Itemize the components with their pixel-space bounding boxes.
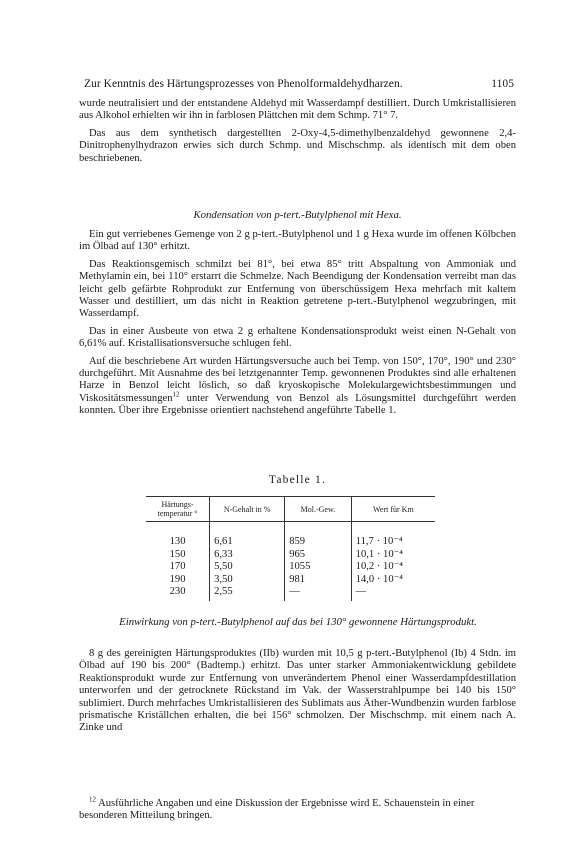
data-table — [146, 496, 435, 601]
table-row — [146, 574, 435, 587]
table-cell: 965 — [285, 549, 351, 562]
table-cell: 2,55 — [210, 586, 285, 601]
column-header: N-Gehalt in % — [210, 497, 285, 522]
table-header-row — [146, 497, 435, 522]
table-cell: — — [351, 586, 435, 601]
table-row — [146, 522, 435, 549]
table-cell: 1055 — [285, 561, 351, 574]
table-cell: 6,61 — [210, 522, 285, 549]
table-cell: 10,2 · 10⁻⁴ — [351, 561, 435, 574]
table-cell: 981 — [285, 574, 351, 587]
table-row — [146, 586, 435, 601]
page-number: 1105 — [491, 78, 514, 90]
text-block-3 — [79, 648, 516, 740]
table-cell: 170 — [169, 561, 186, 572]
table-title: Tabelle 1. — [268, 474, 327, 486]
text-block-2 — [79, 229, 516, 423]
table-cell: 230 — [169, 586, 186, 597]
column-header: Mol.-Gew. — [285, 497, 351, 522]
table-cell: 5,50 — [210, 561, 285, 574]
paragraph: Das in einer Ausbeute von etwa 2 g erhaltene Kondensationsprodukt weist einen N-Gehalt von 6,61% auf. Kristallisationsversuche schlugen fehl. — [79, 325, 516, 350]
footnote-reference: 12 — [172, 390, 180, 399]
section-heading-kondensation: Kondensation von p-tert.-Butylphenol mit Hexa. — [193, 209, 402, 221]
footnote — [79, 795, 516, 823]
paragraph: Das aus dem synthetisch dargestellten 2-Oxy-4,5-dimethylbenzaldehyd gewonnene 2,4-Dinitrophenylhydrazon erwies sich durch Schmp. und Mischschmp. als identisch mit dem oben beschriebenen. — [79, 127, 516, 164]
paragraph — [79, 356, 516, 418]
table-cell: 3,50 — [210, 574, 285, 587]
section-heading-einwirkung: Einwirkung von p-tert.-Butylphenol auf das bei 130° gewonnene Härtungsprodukt. — [119, 616, 477, 628]
paragraph-text: Auf die beschriebene Art wurden Härtungsversuche auch bei Temp. von 150°, 170°, 190° und 230° durchgeführt. Mit Ausnahme des bei letztgenannter Temp. gewonnenen Produktes sind alle erhaltenen Harze in Benzol leicht löslich, so daß kryoskopische Molekulargewichtsbestimmungen und Viskositätsmessungen — [79, 355, 516, 404]
table-cell: 130 — [169, 536, 186, 547]
paragraph: 8 g des gereinigten Härtungsproduktes (IIb) wurden mit 10,5 g p-tert.-Butylphenol (Ib) 4 Stdn. im Ölbad auf 190 bis 200° (Badtemp.) erhitzt. Das unter starker Ammoniakentwicklung gebildete Reaktionsprodukt wurde zur Entfernung von unverändertem Phenol einer Wasserdampfdestillation unterworfen und der getrocknete Rückstand im Vak. der Wasserstrahlpumpe bei 140 bis 150° sublimiert. Durch mehrfaches Umkristallisieren des Sublimats aus Äther-Wundbenzin wurden farblose prismatische Kriställchen erhalten, die bei 156° schmolzen. Der Mischschmp. mit einem nach A. Zinke und — [79, 648, 516, 734]
table-cell: 11,7 · 10⁻⁴ — [351, 522, 435, 549]
table-cell: 14,0 · 10⁻⁴ — [351, 574, 435, 587]
table-cell: — — [285, 586, 351, 601]
table-row — [146, 549, 435, 562]
text-block-1 — [79, 98, 516, 170]
table-row — [146, 561, 435, 574]
running-header — [84, 78, 514, 90]
table-cell: 190 — [169, 573, 186, 585]
footnote-mark: 12 — [89, 795, 96, 804]
column-header: Härtungs- temperatur ° — [146, 497, 210, 522]
footnote-text: Ausführliche Angaben und eine Diskussion der Ergebnisse wird E. Schauenstein in einer besonderen Mitteilung bringen. — [79, 798, 475, 822]
paragraph: Ein gut verriebenes Gemenge von 2 g p-tert.-Butylphenol und 1 g Hexa wurde im offenen Kölbchen im Ölbad auf 130° erhitzt. — [79, 229, 516, 253]
table-cell: 10,1 · 10⁻⁴ — [351, 549, 435, 562]
table-cell: 6,33 — [210, 549, 285, 562]
paragraph: Das Reaktionsgemisch schmilzt bei 81°, bei etwa 85° tritt Abspaltung von Ammoniak und Methylamin ein, bei 110° erstarrt die Schmelze. Nach Beendigung der Kondensation verreibt man das leicht gelb gefärbte Rohprodukt zur Entfernung von überschüssigem Hexa mehrfach mit kaltem Wasser und destilliert, um das nicht in Reaktion getretene p-tert.-Butylphenol wegzubringen, mit Wasserdampf. — [79, 258, 516, 320]
column-header: Wert für Km — [351, 497, 435, 522]
running-title: Zur Kenntnis des Härtungsprozesses von Phenolformaldehydharzen. — [84, 78, 403, 90]
paragraph: wurde neutralisiert und der entstandene Aldehyd mit Wasserdampf destilliert. Durch Umkristallisieren aus Alkohol erhielten wir ihn in farblosen Plättchen mit dem Schmp. 71° 7. — [79, 98, 516, 122]
table-cell: 150 — [169, 548, 186, 560]
paragraph-text: unter Verwendung von Benzol als Lösungsmittel durchgeführt werden konnten. Über ihre Ergebnisse orientiert nachstehend angeführte Tabelle 1. — [79, 392, 516, 417]
table-cell: 859 — [285, 522, 351, 549]
